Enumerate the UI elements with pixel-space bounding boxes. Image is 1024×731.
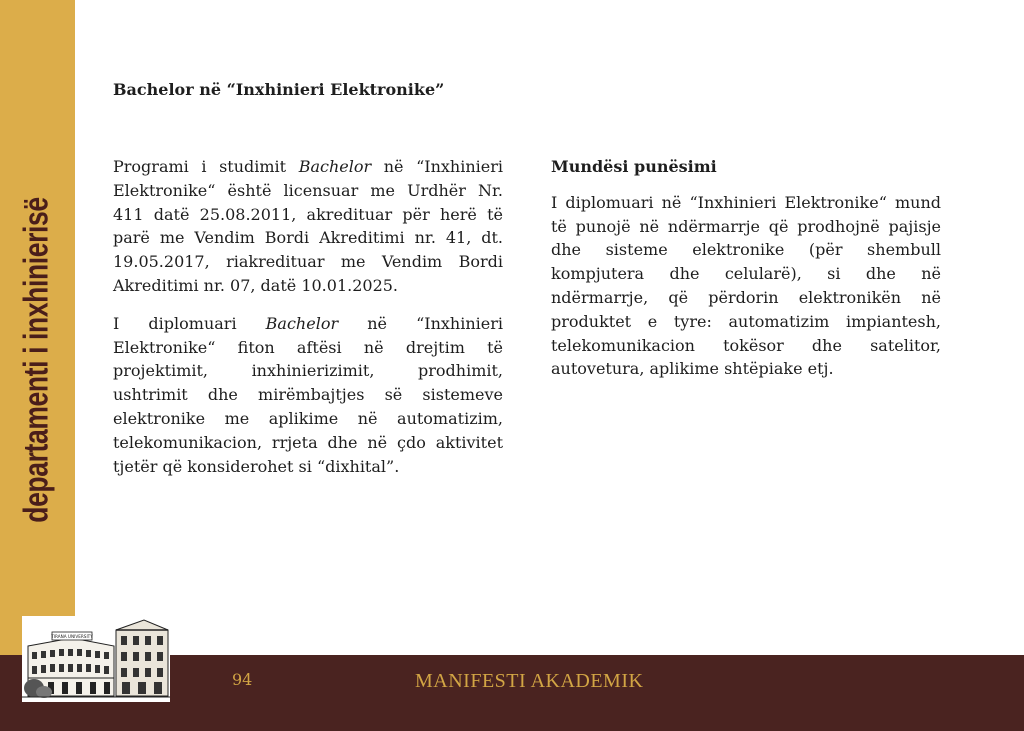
page-number: 94 — [232, 670, 253, 689]
paragraph-employment: I diplomuari në “Inxhinieri Elektronike“ mund të punojë në ndërmarrje që prodhojnë pajisje dhe sisteme elektronike (për shembull kompjutera dhe celularë), si dhe në ndërmarrje, që përdorin elektronikën në produktet e tyre: automatizim impiantesh, telekomunikacion tokësor dhe satelitor, autovetura, aplikime shtëpiake etj. — [551, 192, 941, 379]
right-column — [551, 155, 941, 395]
footer-title: MANIFESTI AKADEMIK — [415, 670, 644, 692]
page-heading: Bachelor në “Inxhinieri Elektronike” — [113, 80, 445, 99]
department-title: departamenti i inxhinierisë — [17, 197, 56, 523]
paragraph-skills: I diplomuari Bachelor në “Inxhinieri Elektronike“ fiton aftësi në drejtim të projektimit, inxhinierizimit, prodhimit, ushtrimit dhe mirëmbajtjes së sistemeve elektronike me aplikime në automatizim, telekomunikacion, rrjeta dhe në çdo aktivitet tjetër që konsiderohet si “dixhital”. — [113, 313, 503, 476]
building-sign: TIRANA UNIVERSITY — [51, 634, 93, 639]
employment-subheading: Mundësi punësimi — [551, 157, 717, 176]
university-building-illustration — [22, 616, 170, 702]
paragraph-license: Programi i studimit Bachelor në “Inxhinieri Elektronike“ është licensuar me Urdhër Nr. 411 datë 25.08.2011, akredituar për herë të parë me Vendim Bordi Akreditimi nr. 41, dt. 19.05.2017, riakredituar me Vendim Bordi Akreditimi nr. 07, datë 10.01.2025. — [113, 157, 503, 295]
left-column — [113, 155, 503, 492]
